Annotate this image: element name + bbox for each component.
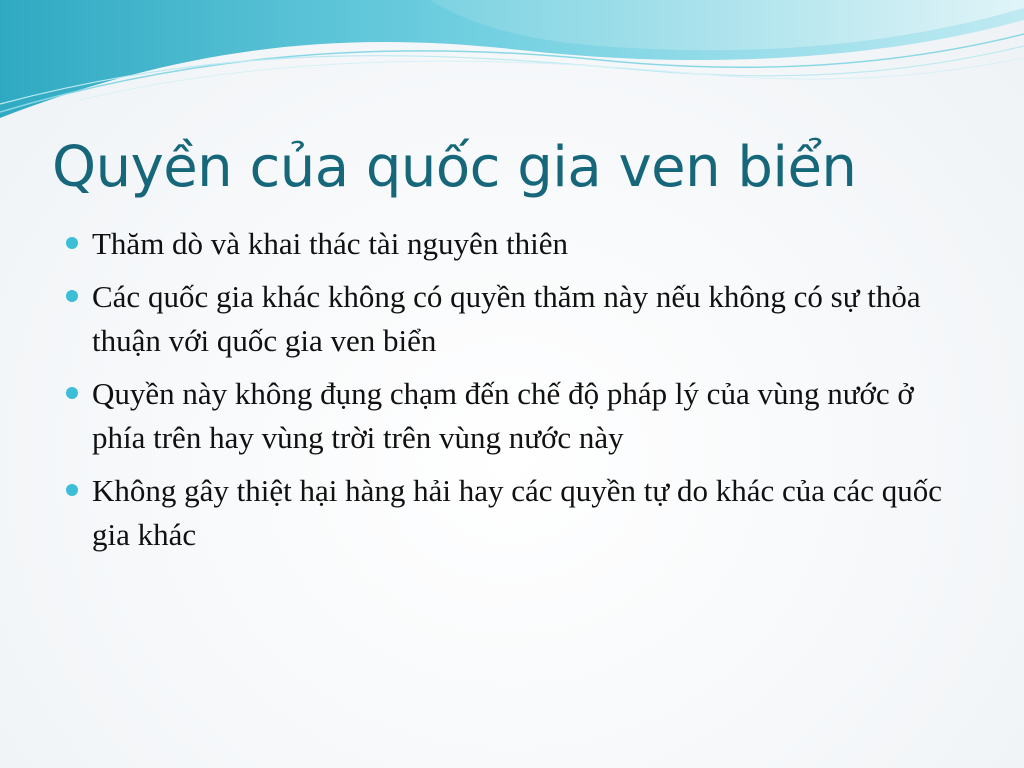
slide-title: Quyền của quốc gia ven biển bbox=[52, 135, 857, 200]
bullet-text: Các quốc gia khác không có quyền thăm này nếu không có sự thỏa thuận với quốc gia ven biển bbox=[92, 279, 921, 358]
bullet-text: Quyền này không đụng chạm đến chế độ pháp lý của vùng nước ở phía trên hay vùng trời trên vùng nước này bbox=[92, 376, 914, 455]
bullet-list bbox=[92, 222, 972, 566]
bullet-item bbox=[92, 275, 972, 363]
bullet-dot-icon bbox=[66, 237, 78, 249]
bullet-dot-icon bbox=[66, 290, 78, 302]
top-wave-decoration bbox=[0, 0, 1024, 130]
bullet-dot-icon bbox=[66, 387, 78, 399]
bullet-item bbox=[92, 469, 972, 557]
bullet-text: Không gây thiệt hại hàng hải hay các quyền tự do khác của các quốc gia khác bbox=[92, 473, 943, 552]
bullet-item bbox=[92, 372, 972, 460]
bullet-item bbox=[92, 222, 972, 266]
bullet-dot-icon bbox=[66, 484, 78, 496]
bullet-text: Thăm dò và khai thác tài nguyên thiên bbox=[92, 226, 569, 261]
